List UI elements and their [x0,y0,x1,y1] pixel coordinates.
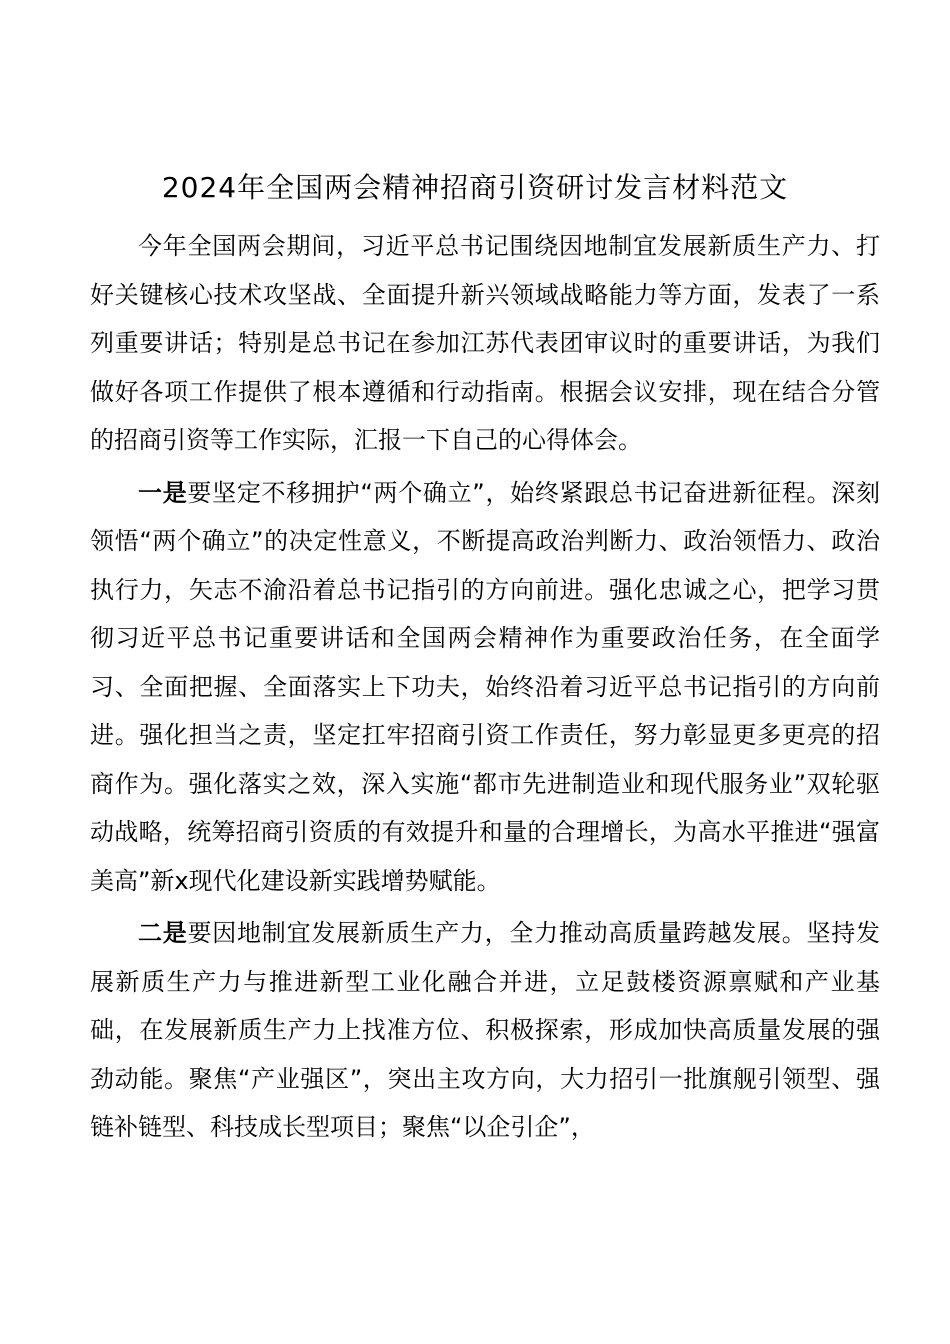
section-paragraph-1 [90,469,880,906]
section-text-1: 要坚定不移拥护“两个确立”，始终紧跟总书记奋进新征程。深刻领悟“两个确立”的决定性意义，不断提高政治判断力、政治领悟力、政治执行力，矢志不渝沿着总书记指引的方向前进。强化忠诚之心，把学习贯彻习近平总书记重要讲话和全国两会精神作为重要政治任务，在全面学习、全面把握、全面落实上下功夫，始终沿着习近平总书记指引的方向前进。强化担当之责，坚定扛牢招商引资工作责任，努力彰显更多更亮的招商作为。强化落实之效，深入实施“都市先进制造业和现代服务业”双轮驱动战略，统筹招商引资质的有效提升和量的合理增长，为高水平推进“强富美高”新x现代化建设新实践增势赋能。 [90,478,881,895]
intro-paragraph: 今年全国两会期间，习近平总书记围绕因地制宜发展新质生产力、打好关键核心技术攻坚战、全面提升新兴领域战略能力等方面，发表了一系列重要讲话；特别是总书记在参加江苏代表团审议时的重要讲话，为我们做好各项工作提供了根本遵循和行动指南。根据会议安排，现在结合分管的招商引资等工作实际，汇报一下自己的心得体会。 [90,232,880,454]
document-title: 2024年全国两会精神招商引资研讨发言材料范文 [161,171,789,204]
section-lead-2: 二是 [138,919,188,947]
document-body [90,222,880,1152]
section-paragraph-2 [90,909,880,1152]
section-lead-1: 一是 [138,478,188,507]
section-text-2: 要因地制宜发展新质生产力，全力推动高质量跨越发展。坚持发展新质生产力与推进新型工业化融合并进，立足鼓楼资源禀赋和产业基础，在发展新质生产力上找准方位、积极探索，形成加快高质量发展的强劲动能。聚焦“产业强区”，突出主攻方向，大力招引一批旗舰引领型、强链补链型、科技成长型项目；聚焦“以企引企”， [90,919,881,1141]
